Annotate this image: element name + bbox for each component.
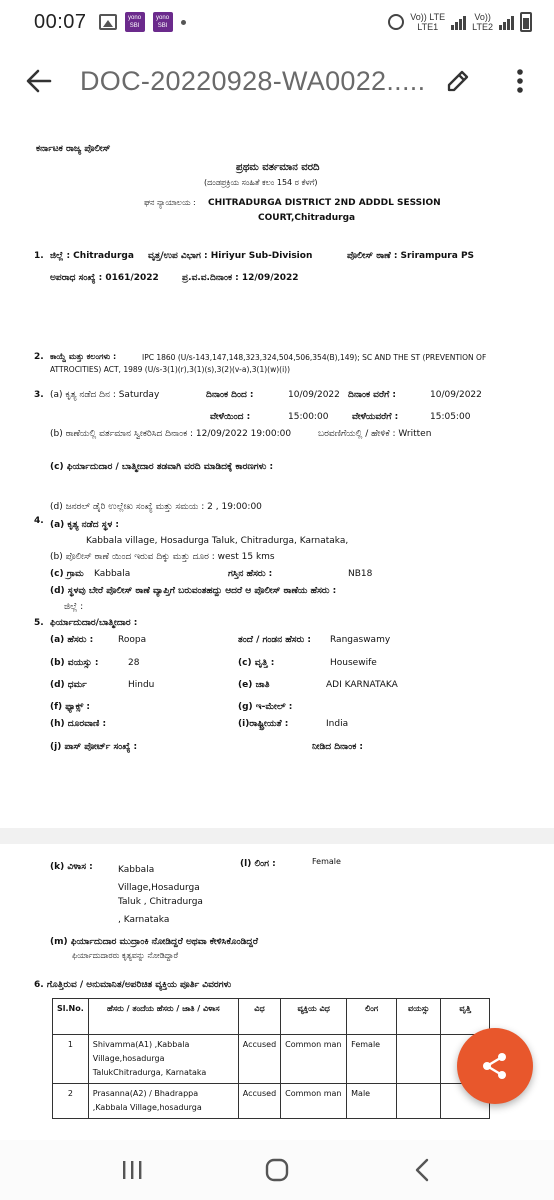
gallery-icon	[99, 14, 117, 30]
date-to-label: ದಿನಾಂಕ ವರೆಗೆ :	[348, 390, 397, 400]
date-to: 10/09/2022	[430, 390, 482, 400]
address-line3: Taluk , Chitradurga	[118, 897, 203, 907]
age: 28	[128, 658, 140, 668]
name-label: (a) ಹೆಸರು :	[50, 635, 94, 645]
section-4-num: 4.	[34, 516, 44, 526]
crime-no: ಅಪರಾಧ ಸಂಖ್ಯೆ : 0161/2022	[50, 273, 159, 283]
col-person-type: ವ್ಯಕ್ತಿಯ ವಿಧ	[281, 999, 347, 1035]
battery-icon	[520, 12, 532, 32]
nationality: India	[326, 719, 349, 729]
s4a-place-label: (a) ಕೃತ್ಯ ನಡೆದ ಸ್ಥಳ :	[50, 520, 120, 530]
section-5-num: 5.	[34, 618, 44, 628]
home-icon[interactable]	[247, 1148, 307, 1192]
table-header-row	[53, 999, 490, 1035]
issue-date-label: ನೀಡಿದ ದಿನಾಂಕ :	[312, 742, 363, 752]
acts-line2: ATTROCITIES) ACT, 1989 (U/s-3(1)(r),3(1)(s),3(2)(v-a),3(1)(w)(i))	[50, 365, 291, 374]
col-sex: ಲಿಂಗ	[347, 999, 397, 1035]
date-from-label: ದಿನಾಂಕ ದಿಂದ :	[206, 390, 254, 400]
address-line1: Kabbala	[118, 865, 155, 875]
address-line4: , Karnataka	[118, 915, 170, 925]
passport-label: (j) ಪಾಸ್ ಪೋರ್ಟ್ ಸಂಖ್ಯೆ :	[50, 742, 138, 752]
yono-sbi-icon-2: yono SBI	[153, 12, 173, 32]
court-label: ಘನ ನ್ಯಾಯಾಲಯ :	[144, 198, 196, 207]
more-vert-icon[interactable]	[500, 54, 540, 108]
yono-sbi-icon: yono SBI	[125, 12, 145, 32]
father-label: ತಂದೆ / ಗಂಡನ ಹೆಸರು :	[238, 635, 311, 645]
s4d-district: ಜಿಲ್ಲೆ :	[64, 602, 84, 612]
father: Rangaswamy	[330, 635, 391, 645]
document-viewer[interactable]	[0, 118, 554, 1140]
s3b-received: (b) ಠಾಣೆಯಲ್ಲಿ ವರ್ತಮಾನ ಸ್ವೀಕರಿಸಿದ ದಿನಾಂಕ : 12/09/2022 19:00:00	[50, 429, 292, 439]
s3c-delay: (c) ಫಿರ್ಯಾದುದಾರ / ಬಾತ್ಮೀದಾರ ತಡವಾಗಿ ವರದಿ ಮಾಡಿದಕ್ಕೆ ಕಾರಣಗಳು :	[50, 462, 274, 472]
network-1: Vo)) LTE LTE1	[410, 12, 446, 32]
time-to: 15:05:00	[430, 412, 471, 422]
caste: ADI KARNATAKA	[326, 680, 398, 690]
acts-line1: IPC 1860 (U/s-143,147,148,323,324,504,506,354(B),149); SC AND THE ST (PREVENTION OF	[142, 353, 487, 362]
recent-apps-icon[interactable]	[102, 1148, 162, 1192]
date-from: 10/09/2022	[288, 390, 340, 400]
table-row: 1 Shivamma(A1) ,Kabbala Village,hosadurga TalukChitradurga, Karnataka Accused Common man Female	[53, 1035, 490, 1084]
clock: 00:07	[34, 10, 87, 33]
village-label: (c) ಗ್ರಾಮ	[50, 569, 84, 579]
sex-label: (l) ಲಿಂಗ :	[240, 859, 276, 869]
header-left: ಕರ್ನಾಟಕ ರಾಜ್ಯ ಪೊಲೀಸ್	[36, 144, 111, 154]
address-line2: Village,Hosadurga	[118, 883, 200, 893]
s5m-sub: ಫಿರ್ಯಾದುದಾರರು ಕೃತ್ಯವನ್ನು ನೋಡಿದ್ದಾರೆ	[72, 951, 179, 960]
place: Kabbala village, Hosadurga Taluk, Chitradurga, Karnataka,	[86, 536, 349, 546]
occupation: Housewife	[330, 658, 377, 668]
beat-label: ಗಸ್ತಿನ ಹೆಸರು :	[228, 569, 273, 579]
caste-label: (e) ಜಾತಿ	[238, 680, 270, 690]
accused-table	[52, 998, 490, 1119]
court-line2: COURT,Chitradurga	[258, 213, 356, 223]
doc-title: ಪ್ರಥಮ ವರ್ತಮಾನ ವರದಿ	[236, 162, 320, 173]
village: Kabbala	[94, 569, 131, 579]
alarm-icon	[388, 14, 404, 30]
share-button[interactable]	[457, 1028, 533, 1104]
fir-date: ಪ್ರ.ವ.ವ.ದಿನಾಂಕ : 12/09/2022	[182, 273, 299, 283]
age-label: (b) ವಯಸ್ಸು :	[50, 658, 99, 668]
notification-icons	[99, 12, 186, 32]
time-from-label: ವೇಳೆಯಿಂದ :	[210, 412, 251, 422]
time-from: 15:00:00	[288, 412, 329, 422]
nationality-label: (i)ರಾಷ್ಟ್ರೀಯತೆ :	[238, 719, 289, 729]
occupation-label: (c) ವೃತ್ತಿ :	[238, 658, 275, 668]
district: ಜಿಲ್ಲೆ : Chitradurga	[50, 251, 134, 261]
subdivision: ವೃತ್ತ/ಉಪ ವಿಭಾಗ : Hiriyur Sub-Division	[148, 251, 313, 261]
signal-2-icon	[499, 14, 514, 30]
network-2: Vo)) LTE2	[472, 12, 493, 32]
status-bar	[0, 0, 554, 44]
system-icons	[388, 12, 532, 32]
back-nav-icon[interactable]	[392, 1148, 452, 1192]
back-arrow-icon[interactable]	[12, 54, 66, 108]
section-6-label: 6. ಗೊತ್ತಿರುವ / ಅನುಮಾನಿತ/ಅಪರಿಚಿತ ವ್ಯಕ್ತಿಯ ಪೂರ್ತಿ ವಿವರಗಳು	[34, 980, 232, 990]
section-1-num: 1.	[34, 251, 44, 261]
s3a-day: (a) ಕೃತ್ಯ ನಡೆದ ದಿನ : Saturday	[50, 390, 160, 400]
s3b-type: ಬರವಣಿಗೆಯಲ್ಲಿ / ಹೇಳಿಕೆ : Written	[318, 429, 432, 439]
signal-1-icon	[451, 14, 466, 30]
col-age: ವಯಸ್ಸು	[397, 999, 441, 1035]
share-icon	[481, 1051, 509, 1081]
col-type: ವಿಧ	[238, 999, 280, 1035]
police-station: ಪೊಲೀಸ್ ಠಾಣೆ : Srirampura PS	[347, 251, 475, 261]
sex: Female	[312, 857, 341, 866]
address-label: (k) ವಿಳಾಸ :	[50, 862, 93, 872]
s4b-direction: (b) ಪೊಲೀಸ್ ಠಾಣೆ ಯಿಂದ ಇರುವ ದಿಕ್ಕು ಮತ್ತು ದೂರ : west 15 kms	[50, 552, 275, 562]
religion-label: (d) ಧರ್ಮ	[50, 680, 87, 690]
col-slno: Sl.No.	[53, 999, 89, 1035]
court-line1: CHITRADURGA DISTRICT 2ND ADDDL SESSION	[208, 198, 441, 208]
time-to-label: ವೇಳೆಯವರೆಗೆ :	[352, 412, 399, 422]
beat: NB18	[348, 569, 373, 579]
app-toolbar	[0, 44, 554, 118]
section-2-num: 2.	[34, 352, 44, 362]
phone-label: (h) ದೂರವಾಣಿ :	[50, 719, 107, 729]
section-3-num: 3.	[34, 390, 44, 400]
email-label: (g) ಇ-ಮೇಲ್ :	[238, 702, 293, 712]
s3d-diary: (d) ಜನರಲ್ ಡೈರಿ ಉಲ್ಲೇಖ ಸಂಖ್ಯೆ ಮತ್ತು ಸಮಯ : 2 , 19:00:00	[50, 502, 262, 512]
religion: Hindu	[128, 680, 155, 690]
acts-label: ಕಾಯ್ದೆ ಮತ್ತು ಕಲಂಗಳು :	[50, 352, 117, 361]
system-nav-bar	[0, 1140, 554, 1200]
more-notifications-dot	[181, 20, 186, 25]
name: Roopa	[118, 635, 147, 645]
table-row: 2 Prasanna(A2) / Bhadrappa ,Kabbala Village,hosadurga Accused Common man Male	[53, 1084, 490, 1119]
doc-subtitle: (ದಂಡಪ್ರಕ್ರಿಯ ಸಂಹಿತೆ ಕಲಂ 154 ರ ಕೆಳಗೆ)	[204, 178, 318, 187]
page-separator	[0, 828, 554, 844]
document-title: DOC-20220928-WA0022.....	[80, 65, 426, 96]
col-occupation: ವೃತ್ತಿ	[441, 999, 490, 1035]
edit-pencil-icon[interactable]	[438, 54, 478, 108]
s5m-label: (m) ಫಿರ್ಯಾದುದಾರ ಮುದ್ರಾಂಕಿ ನೋಡಿದ್ದರೆ ಅಥವಾ ಕೇಳಿಸಿಕೊಂಡಿದ್ದರೆ	[50, 937, 259, 947]
s4d-other-station: (d) ಸ್ಥಳವು ಬೇರೆ ಪೊಲೀಸ್ ಠಾಣೆ ವ್ಯಾಪ್ತಿಗೆ ಬರುವಂತಹದ್ದು ಆದರೆ ಆ ಪೊಲೀಸ್ ಠಾಣೆಯ ಹೆಸರು :	[50, 586, 337, 596]
col-name: ಹೆಸರು / ತಂದೆಯ ಹೆಸರು / ಜಾತಿ / ವಿಳಾಸ	[88, 999, 238, 1035]
fax-label: (f) ಫ್ಯಾಕ್ಸ್ :	[50, 702, 91, 712]
complainant-label: ಫಿರ್ಯಾದುದಾರ/ಬಾತ್ಮೀದಾರ :	[50, 618, 138, 628]
